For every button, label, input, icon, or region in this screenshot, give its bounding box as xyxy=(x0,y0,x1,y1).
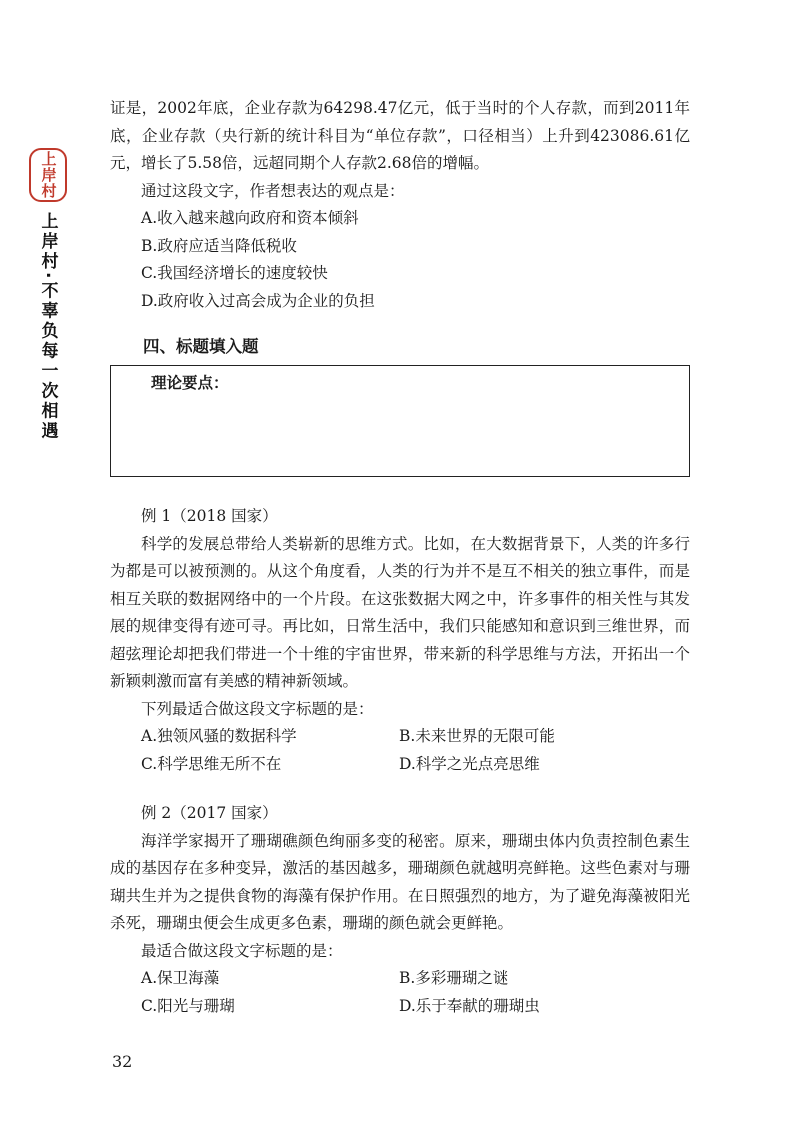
intro-option-b: B.政府应适当降低税收 xyxy=(141,236,297,255)
intro-question: 通过这段文字，作者想表达的观点是： xyxy=(141,181,405,200)
example2-options-row-2 xyxy=(110,993,690,1021)
example2-option-c: C.阳光与珊瑚 xyxy=(141,996,235,1015)
example1-option-b: B.未来世界的无限可能 xyxy=(399,727,555,745)
example2-option-a: A.保卫海藻 xyxy=(141,969,220,987)
example1-option-a: A.独领风骚的数据科学 xyxy=(141,727,297,745)
side-slogan: 上岸村·不辜负每一次相遇 xyxy=(37,212,58,442)
page-number: 32 xyxy=(112,1052,133,1071)
example1-question: 下列最适合做这段文字标题的是： xyxy=(141,699,374,718)
side-branding xyxy=(22,148,74,441)
theory-box-title: 理论要点： xyxy=(151,374,229,392)
intro-option-a: A.收入越来越向政府和资本倾斜 xyxy=(141,209,359,227)
example2-option-d: D.乐于奉献的珊瑚虫 xyxy=(399,996,540,1015)
seal-logo: 上岸村 xyxy=(29,148,67,202)
intro-option-c: C.我国经济增长的速度较快 xyxy=(141,264,328,282)
example1-paragraph: 科学的发展总带给人类崭新的思维方式。比如，在大数据背景下，人类的许多行为都是可以被预测的。从这个角度看，人类的行为并不是互不相关的独立事件，而是相互关联的数据网络中的一个片段。在这张数据大网之中，许多事件的相关性与其发展的规律变得有迹可寻。再比如，日常生活中，我们只能感知和意识到三维世界，而超弦理论却把我们带进一个十维的宇宙世界，带来新的科学思维与方法，开拓出一个新颖刺激而富有美感的精神新领域。 xyxy=(110,534,690,690)
page-content xyxy=(110,95,690,1020)
example1-option-c: C.科学思维无所不在 xyxy=(141,754,282,773)
intro-option-d: D.政府收入过高会成为企业的负担 xyxy=(141,291,375,310)
example2-paragraph: 海洋学家揭开了珊瑚礁颜色绚丽多变的秘密。原来，珊瑚虫体内负责控制色素生成的基因存在多种变异，激活的基因越多，珊瑚颜色就越明亮鲜艳。这些色素对与珊瑚共生并为之提供食物的海藻有保护作用。在日照强烈的地方，为了避免海藻被阳光杀死，珊瑚虫便会生成更多色素，珊瑚的颜色就会更鲜艳。 xyxy=(110,831,690,932)
example1-title: 例 1（2018 国家） xyxy=(141,507,278,525)
example2-option-b: B.多彩珊瑚之谜 xyxy=(399,969,509,987)
example2-question: 最适合做这段文字标题的是： xyxy=(141,941,343,960)
intro-paragraph: 证是，2002年底，企业存款为64298.47亿元，低于当时的个人存款，而到2011年底，企业存款（央行新的统计科目为“单位存款”，口径相当）上升到423086.61亿元，增长了5.58倍，远超同期个人存款2.68倍的增幅。 xyxy=(110,99,690,172)
example2-options-row-1 xyxy=(110,965,690,993)
example1-options-row-2 xyxy=(110,751,690,779)
theory-box xyxy=(110,365,690,477)
example2-title: 例 2（2017 国家） xyxy=(141,804,278,822)
example1-option-d: D.科学之光点亮思维 xyxy=(399,754,540,773)
section-title: 四、标题填入题 xyxy=(143,337,259,356)
example1-options-row-1 xyxy=(110,723,690,751)
